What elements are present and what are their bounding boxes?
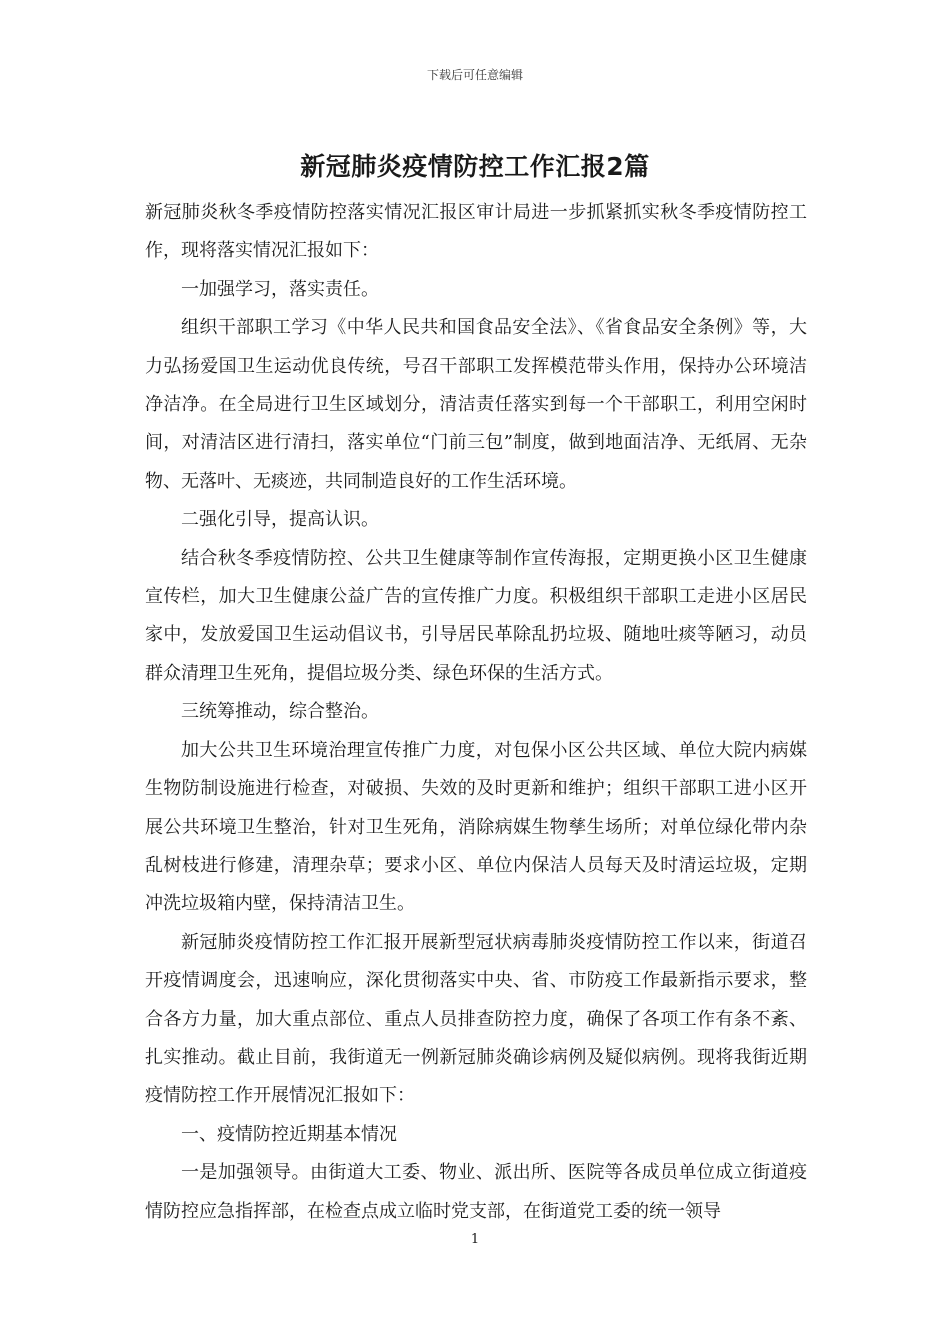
paragraph: 新冠肺炎秋冬季疫情防控落实情况汇报区审计局进一步抓紧抓实秋冬季疫情防控工作，现将落实情况汇报如下： (145, 202, 807, 262)
document-body (145, 194, 807, 1231)
page-number: 1 (470, 1232, 480, 1247)
paragraph: 加大公共卫生环境治理宣传推广力度，对包保小区公共区域、单位大院内病媒生物防制设施进行检查，对破损、失效的及时更新和维护；组织干部职工进小区开展公共环境卫生整治，针对卫生死角，消除病媒生物孳生场所；对单位绿化带内杂乱树枝进行修建，清理杂草；要求小区、单位内保洁人员每天及时清运垃圾，定期冲洗垃圾箱内壁，保持清洁卫生。 (145, 739, 807, 915)
document-title: 新冠肺炎疫情防控工作汇报2篇 (300, 152, 650, 181)
page-header-note: 下载后可任意编辑 (426, 68, 523, 82)
section-heading: 二强化引导，提高认识。 (181, 509, 379, 531)
paragraph: 组织干部职工学习《中华人民共和国食品安全法》、《省食品安全条例》等，大力弘扬爱国卫生运动优良传统，号召干部职工发挥模范带头作用，保持办公环境洁净洁净。在全局进行卫生区域划分，清洁责任落实到每一个干部职工，利用空闲时间，对清洁区进行清扫，落实单位“门前三包”制度，做到地面洁净、无纸屑、无杂物、无落叶、无痰迹，共同制造良好的工作生活环境。 (145, 317, 807, 492)
paragraph: 新冠肺炎疫情防控工作汇报开展新型冠状病毒肺炎疫情防控工作以来，街道召开疫情调度会，迅速响应，深化贯彻落实中央、省、市防疫工作最新指示要求，整合各方力量，加大重点部位、重点人员排查防控力度，确保了各项工作有条不紊、扎实推动。截止目前，我街道无一例新冠肺炎确诊病例及疑似病例。现将我街近期疫情防控工作开展情况汇报如下： (145, 931, 807, 1107)
section-heading: 一加强学习，落实责任。 (181, 278, 379, 300)
paragraph: 一是加强领导。由街道大工委、物业、派出所、医院等各成员单位成立街道疫情防控应急指挥部，在检查点成立临时党支部，在街道党工委的统一领导 (145, 1162, 807, 1222)
paragraph: 结合秋冬季疫情防控、公共卫生健康等制作宣传海报，定期更换小区卫生健康宣传栏，加大卫生健康公益广告的宣传推广力度。积极组织干部职工走进小区居民家中，发放爱国卫生运动倡议书，引导居民革除乱扔垃圾、随地吐痰等陋习，动员群众清理卫生死角，提倡垃圾分类、绿色环保的生活方式。 (145, 547, 807, 684)
section-heading: 一、疫情防控近期基本情况 (181, 1123, 397, 1145)
section-heading: 三统筹推动，综合整治。 (181, 701, 379, 723)
